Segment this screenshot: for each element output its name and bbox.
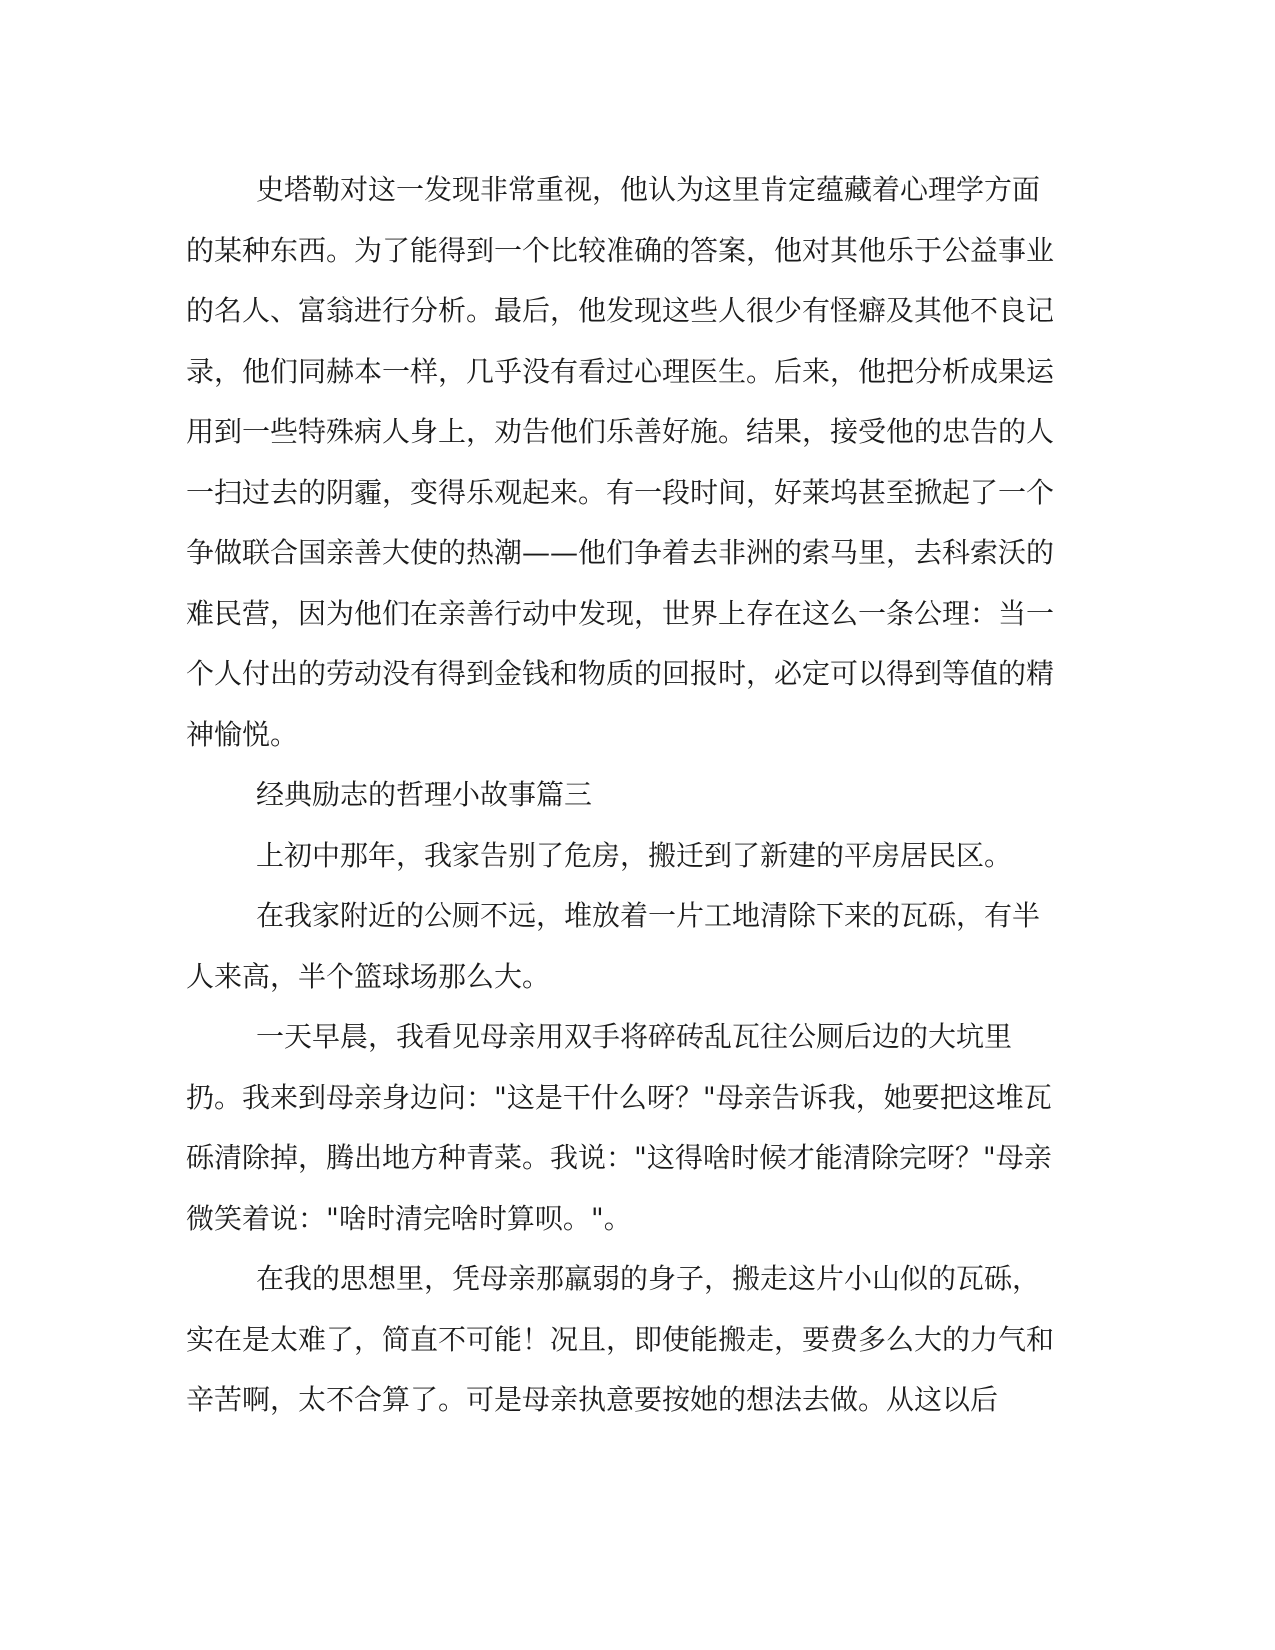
document-body — [186, 160, 1066, 1431]
paragraph-2: 上初中那年，我家告别了危房，搬迁到了新建的平房居民区。 — [256, 838, 1013, 872]
paragraph-1: 史塔勒对这一发现非常重视，他认为这里肯定蕴藏着心理学方面的某种东西。为了能得到一个比较准确的答案，他对其他乐于公益事业的名人、富翁进行分析。最后，他发现这些人很少有怪癖及其他不良记录，他们同赫本一样，几乎没有看过心理医生。后来，他把分析成果运用到一些特殊病人身上，劝告他们乐善好施。结果，接受他的忠告的人一扫过去的阴霾，变得乐观起来。有一段时间，好莱坞甚至掀起了一个争做联合国亲善大使的热潮——他们争着去非洲的索马里，去科索沃的难民营，因为他们在亲善行动中发现，世界上存在这么一条公理：当一个人付出的劳动没有得到金钱和物质的回报时，必定可以得到等值的精神愉悦。 — [186, 173, 1055, 751]
paragraph-4: 一天早晨，我看见母亲用双手将碎砖乱瓦往公厕后边的大坑里扔。我来到母亲身边问："这是干什么呀？"母亲告诉我，她要把这堆瓦砾清除掉，腾出地方种青菜。我说："这得啥时候才能清除完呀？"母亲微笑着说："啥时清完啥时算呗。"。 — [186, 1020, 1052, 1235]
paragraph-3: 在我家附近的公厕不远，堆放着一片工地清除下来的瓦砾，有半人来高，半个篮球场那么大。 — [186, 899, 1041, 993]
paragraph-5: 在我的思想里，凭母亲那羸弱的身子，搬走这片小山似的瓦砾，实在是太难了，简直不可能！况且，即使能搬走，要费多么大的力气和辛苦啊，太不合算了。可是母亲执意要按她的想法去做。从这以后 — [186, 1262, 1055, 1416]
section-heading: 经典励志的哲理小故事篇三 — [256, 778, 593, 811]
